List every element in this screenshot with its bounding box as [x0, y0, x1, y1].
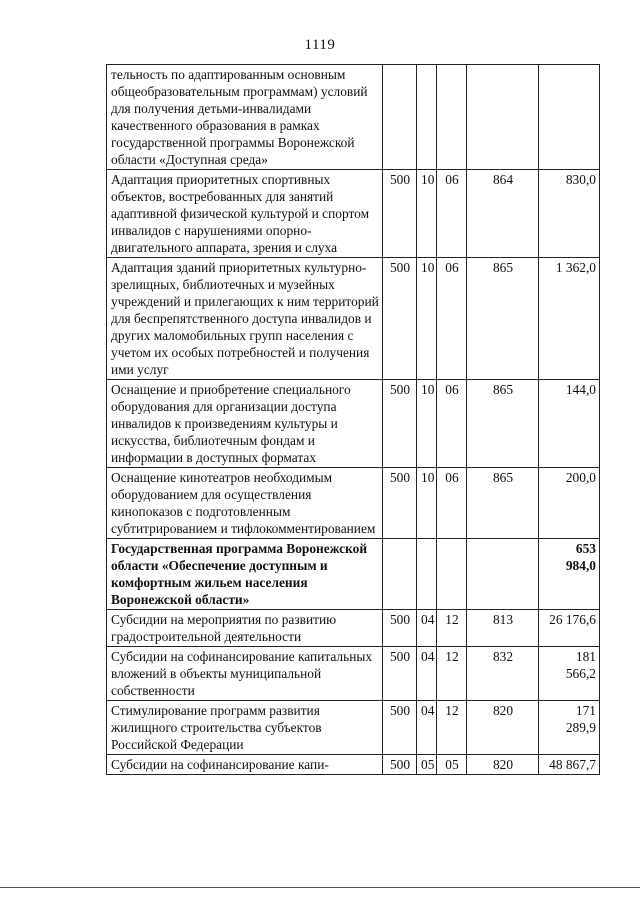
row-description: Оснащение кинотеатров необходимым оборудованием для осуществления кинопоказов с подготовленным субтитрированием и тифлокомментированием — [107, 468, 383, 539]
target-code-cell: 820 — [467, 701, 539, 755]
code-cell: 500 — [383, 380, 417, 468]
target-code-cell: 865 — [467, 468, 539, 539]
subsection-cell: 05 — [437, 755, 467, 775]
row-description: тельность по адаптированным основным общеобразовательным программам) условий для получения детьми-инвалидами качественного образования в рамках государственной программы Воронежской области «Доступная среда» — [107, 65, 383, 170]
target-code-cell: 864 — [467, 170, 539, 258]
section-cell: 10 — [417, 170, 437, 258]
row-description: Субсидии на софинансирование капитальных вложений в объекты муниципальной собственности — [107, 647, 383, 701]
amount-cell: 48 867,7 — [539, 755, 600, 775]
page-number: 1119 — [304, 37, 336, 53]
target-code-cell — [467, 539, 539, 610]
section-cell: 10 — [417, 468, 437, 539]
subsection-cell: 12 — [437, 610, 467, 647]
table-row — [107, 701, 600, 755]
row-description: Адаптация зданий приоритетных культурно-зрелищных, библиотечных и музейных учреждений и прилегающих к ним территорий для беспрепятственного доступа инвалидов и других маломобильных групп населения с учетом их особых потребностей и получения ими услуг — [107, 258, 383, 380]
budget-table — [106, 64, 600, 775]
code-cell: 500 — [383, 170, 417, 258]
amount-cell: 653 984,0 — [539, 539, 600, 610]
section-cell: 04 — [417, 647, 437, 701]
section-cell: 10 — [417, 258, 437, 380]
code-cell: 500 — [383, 610, 417, 647]
section-cell: 04 — [417, 610, 437, 647]
subsection-cell — [437, 539, 467, 610]
section-cell: 10 — [417, 380, 437, 468]
table-row — [107, 258, 600, 380]
target-code-cell: 820 — [467, 755, 539, 775]
budget-table-body — [107, 65, 600, 775]
bottom-divider — [0, 887, 640, 888]
subsection-cell: 06 — [437, 170, 467, 258]
row-description: Стимулирование программ развития жилищного строительства субъектов Российской Федерации — [107, 701, 383, 755]
target-code-cell: 865 — [467, 258, 539, 380]
code-cell: 500 — [383, 468, 417, 539]
amount-cell: 26 176,6 — [539, 610, 600, 647]
section-cell — [417, 539, 437, 610]
code-cell: 500 — [383, 258, 417, 380]
amount-cell: 144,0 — [539, 380, 600, 468]
subsection-cell: 06 — [437, 258, 467, 380]
table-row — [107, 380, 600, 468]
section-cell — [417, 65, 437, 170]
amount-cell: 200,0 — [539, 468, 600, 539]
row-description: Субсидии на софинансирование капи- — [107, 755, 383, 775]
table-row — [107, 539, 600, 610]
target-code-cell — [467, 65, 539, 170]
table-row — [107, 610, 600, 647]
section-cell: 05 — [417, 755, 437, 775]
table-row — [107, 755, 600, 775]
subsection-cell: 06 — [437, 380, 467, 468]
table-row — [107, 170, 600, 258]
table-row — [107, 468, 600, 539]
target-code-cell: 813 — [467, 610, 539, 647]
code-cell: 500 — [383, 701, 417, 755]
target-code-cell: 865 — [467, 380, 539, 468]
code-cell — [383, 65, 417, 170]
amount-cell: 171 289,9 — [539, 701, 600, 755]
amount-cell: 830,0 — [539, 170, 600, 258]
subsection-cell: 12 — [437, 701, 467, 755]
table-row — [107, 647, 600, 701]
row-description: Адаптация приоритетных спортивных объектов, востребованных для занятий адаптивной физической культурой и спортом инвалидов с нарушениями опорно-двигательного аппарата, зрения и слуха — [107, 170, 383, 258]
subsection-cell — [437, 65, 467, 170]
amount-cell: 181 566,2 — [539, 647, 600, 701]
table-row — [107, 65, 600, 170]
row-description: Государственная программа Воронежской области «Обеспечение доступным и комфортным жильем населения Воронежской области» — [107, 539, 383, 610]
subsection-cell: 12 — [437, 647, 467, 701]
code-cell: 500 — [383, 755, 417, 775]
amount-cell: 1 362,0 — [539, 258, 600, 380]
row-description: Оснащение и приобретение специального оборудования для организации доступа инвалидов к произведениям культуры и искусства, библиотечным фондам и информации в доступных форматах — [107, 380, 383, 468]
code-cell: 500 — [383, 647, 417, 701]
section-cell: 04 — [417, 701, 437, 755]
row-description: Субсидии на мероприятия по развитию градостроительной деятельности — [107, 610, 383, 647]
target-code-cell: 832 — [467, 647, 539, 701]
subsection-cell: 06 — [437, 468, 467, 539]
code-cell — [383, 539, 417, 610]
amount-cell — [539, 65, 600, 170]
